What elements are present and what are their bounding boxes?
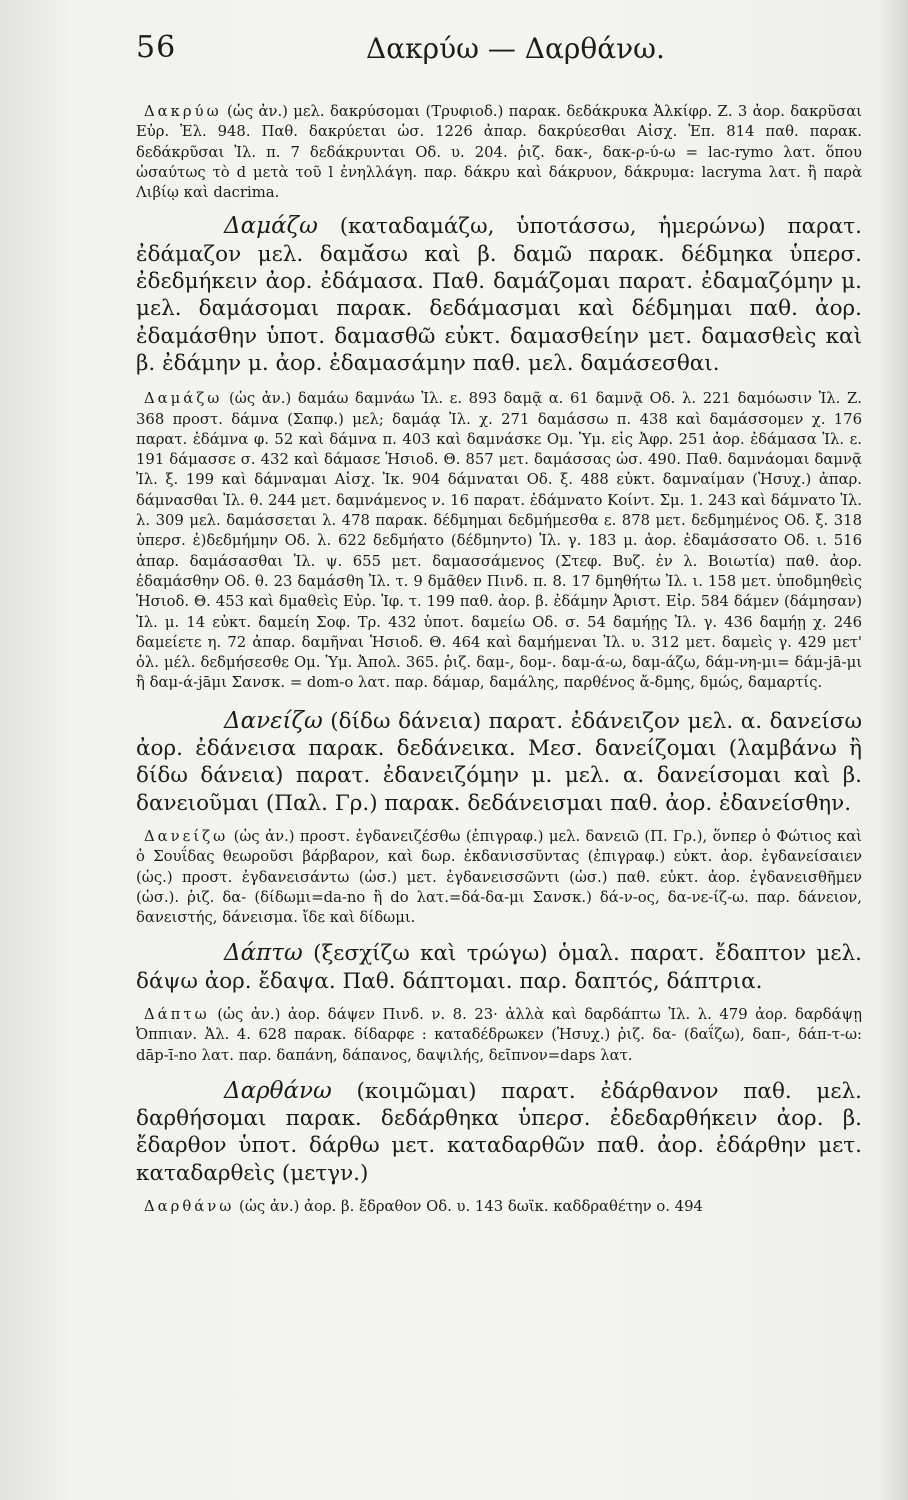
entry-damazo-examples <box>136 389 862 693</box>
entry-dapto-examples <box>136 1005 862 1066</box>
entry-headword: Δαρθάνω <box>224 1077 332 1104</box>
entry-dakryo-examples <box>136 102 862 203</box>
running-title: Δακρύω — Δαρθάνω. <box>366 32 665 65</box>
entry-text: (ξεσχίζω καὶ τρώγω) ὁμαλ. παρατ. ἔδαπτον μελ. δάψω ἀορ. ἔδαψα. Παθ. δάπτομαι. παρ. δαπτός, δάπτρια. <box>136 941 862 994</box>
entry-text: (ὡς ἀν.) προστ. ἐγδανειζέσθω (ἐπιγραφ.) μελ. δανειῶ (Π. Γρ.), ὅνπερ ὁ Φώτιος καὶ ὁ Σουΐδας θεωροῦσι βάρβαρον, καὶ δωρ. ἐκδανισσῦντας (ἐπιγραφ.) εὐκτ. ἀορ. ἐγδανείσαιεν (ὡς.) προστ. ἐγδανεισάντω (ὡσ.) μετ. ἐγδανεισσῶντι (ὡσ.) παθ. εὐκτ. ἀορ. ἐγδανεισθῆμεν (ὡσ.). ῥιζ. δα- (δίδωμι=da-no ἢ do λατ.=δά-δα-μι Σανσκ.) δά-ν-ος, δα-νε-ίζ-ω. παρ. δάνειον, δανειστής, δάνεισμα. ἴδε καὶ δίδωμι. <box>136 827 862 927</box>
entry-dapto <box>136 940 862 995</box>
entry-text: (κοιμῶμαι) παρατ. ἐδάρθανον παθ. μελ. δαρθήσομαι παρακ. δεδάρθηκα ὑπερσ. ἐδεδαρθήκειν ἀορ. β. ἔδαρθον ὑποτ. δάρθω μετ. καταδαρθῶν παθ. ἀορ. ἐδάρθην μετ. καταδαρθεὶς (μετγν.) <box>136 1078 862 1186</box>
page-number: 56 <box>136 30 177 65</box>
entry-text: (ὡς ἀν.) ἀορ. β. ἔδραθον Οδ. υ. 143 δωϊκ. καδδραθέτην ο. 494 <box>234 1198 703 1216</box>
entry-text: (ὡς ἀν.) μελ. δακρύσομαι (Τρυφιοδ.) παρακ. δεδάκρυκα Ἀλκίφρ. Ζ. 3 ἀορ. δακρῦσαι Εὐρ. Ἑλ. 948. Παθ. δακρύεται ὡσ. 1226 ἀπαρ. δακρύεσθαι Αἰσχ. Ἐπ. 814 παθ. παρακ. δεδάκρῦσαι Ἰλ. π. 7 δεδάκρυνται Οδ. υ. 204. ῥιζ. δακ-, δακ-ρ-ύ-ω = lac-rymo λατ. ὅπου ὡσαύτως τὸ d μετὰ τοῦ l ἐνηλλάγη. παρ. δάκρυ καὶ δάκρυον, δάκρυμα: lacryma λατ. ἢ παρὰ Λιβίῳ καὶ dacrima. <box>136 103 862 202</box>
entry-text: (δίδω δάνεια) παρατ. ἐδάνειζον μελ. α. δανείσω ἀορ. ἐδάνεισα παρακ. δεδάνεικα. Μεσ. δανείζομαι (λαμβάνω ἢ δίδω δάνεια) παρατ. ἐδανειζόμην μ. μελ. α. δανείσομαι καὶ β. δανειοῦμαι (Παλ. Γρ.) παρακ. δεδάνεισμαι παθ. ἀορ. ἐδανείσθην. <box>136 708 862 816</box>
entry-text: (ὡς ἀν.) ἀορ. δάψεν Πινδ. ν. 8. 23· ἀλλὰ καὶ δαρδάπτω Ἰλ. λ. 479 ἀορ. δαρδάψῃ Ὀππιαν. Ἀλ. 4. 628 παρακ. δίδαρφε : καταδέδρωκεν (Ἡσυχ.) ῥιζ. δα- (δαΐζω), δαπ-, δάπ-τ-ω: dāp-ī-no λατ. παρ. δαπάνη, δάπανος, δαψιλής, δεῖπνον=daps λατ. <box>136 1005 862 1064</box>
entry-daneizo <box>136 708 862 817</box>
entry-darthano <box>136 1078 862 1187</box>
entry-headword: Δαμάζω <box>224 213 318 240</box>
entry-headword: Δακρύω <box>144 103 222 120</box>
entry-headword: Δανείζω <box>224 707 323 734</box>
entry-headword: Δάπτω <box>144 1005 210 1023</box>
entry-damazo <box>136 213 862 377</box>
entry-headword: Δάπτω <box>224 940 303 967</box>
entry-headword: Δαρθάνω <box>144 1198 235 1216</box>
entry-text: (ὡς ἀν.) δαμάω δαμνάω Ἰλ. ε. 893 δαμᾷ α. 61 δαμνᾷ Οδ. λ. 221 δαμόωσιν Ἰλ. Ζ. 368 προστ. δάμνα (Σαπφ.) μελ; δαμάᾳ Ἰλ. χ. 271 δαμάσσω π. 438 καὶ δαμάσσομεν χ. 176 παρατ. ἐδάμνα φ. 52 καὶ δάμνα π. 403 καὶ δαμνάσκε Ομ. Ὑμ. εἰς Ἀφρ. 251 ἀορ. ἐδάμασα Ἰλ. ε. 191 δάμασσε σ. 432 καὶ δάμασε Ἡσιοδ. Θ. 857 μετ. δαμάσσας ὡσ. 490. Παθ. δαμνάομαι δαμνᾷ Ἰλ. ξ. 199 καὶ δάμναμαι Αἰσχ. Ἰκ. 904 δάμναται Οδ. ξ. 488 εὐκτ. δαμναίμαν (Ἡσυχ.) ἀπαρ. δάμνασθαι Ἰλ. θ. 244 μετ. δαμνάμενος ν. 16 παρατ. ἐδάμνατο Κοίντ. Σμ. 1. 243 καὶ δάμνατο Ἰλ. λ. 309 μελ. δαμάσσεται λ. 478 παρακ. δέδμημαι δεδμήμεσθα ε. 878 μετ. δεδμημένος Οδ. ξ. 318 ὑπερσ. ἐ)δεδμήμην Οδ. λ. 622 δεδμήατο (δέδμηντο) Ἰλ. γ. 183 μ. ἀορ. ἐδαμάσσατο Οδ. ι. 516 ἀπαρ. δαμάσασθαι Ἰλ. ψ. 655 μετ. δαμασσάμενος (Στεφ. Βυζ. ἐν λ. Βοιωτία) παθ. ἀορ. ἐδαμάσθην Οδ. θ. 23 δαμάσθη Ἰλ. τ. 9 δμᾶθεν Πινδ. π. 8. 17 δμηθήτω Ἰλ. ι. 158 μετ. ὑποδμηθεὶς Ἡσιοδ. Θ. 453 καὶ δμαθεὶς Εὐρ. Ἰφ. τ. 199 παθ. ἀορ. β. ἐδάμην Ἀριστ. Εἰρ. 584 δάμεν (δάμησαν) Ἰλ. μ. 14 εὐκτ. δαμείη Σοφ. Τρ. 432 ὑποτ. δαμείω Οδ. σ. 54 δαμήῃς Ἰλ. γ. 436 δαμήῃ χ. 246 δαμείετε η. 72 ἀπαρ. δαμῆναι Ἡσιοδ. Θ. 464 καὶ δαμήμεναι Ἰλ. υ. 312 μετ. δαμεὶς γ. 429 μετ' ὀλ. μέλ. δεδμήσεσθε Ομ. Ὑμ. Ἀπολ. 365. ῥιζ. δαμ-, δομ-. δαμ-ά-ω, δαμ-άζω, δάμ-νη-μι= δάμ-jā-μι ἢ δαμ-ά-jāμι Σανσκ. = dom-o λατ. παρ. δάμαρ, δαμάλης, παρθένος ἄ-δμης, δμώς, δαμαρτίς. <box>136 390 862 692</box>
entry-headword: Δανείζω <box>144 827 229 845</box>
entry-headword: Δαμάζω <box>144 390 223 408</box>
page-header <box>136 22 862 78</box>
entry-daneizo-examples <box>136 827 862 928</box>
entry-text: (καταδαμάζω, ὑποτάσσω, ἡμερώνω) παρατ. ἐδάμαζον μελ. δαμᾰ́σω καὶ β. δαμῶ παρακ. δέδμηκα ὑπερσ. ἐδεδμήκειν ἀορ. ἐδάμασα. Παθ. δαμάζομαι παρατ. ἐδαμαζόμην μ. μελ. δαμάσομαι παρακ. δεδάμασμαι καὶ δέδμημαι παθ. ἀορ. ἐδαμάσθην ὑποτ. δαμασθῶ εὐκτ. δαμασθείην μετ. δαμασθεὶς καὶ β. ἐδάμην μ. ἀορ. ἐδαμασάμην παθ. μελ. δαμάσεσθαι. <box>136 214 862 376</box>
entry-darthano-examples <box>136 1197 862 1217</box>
